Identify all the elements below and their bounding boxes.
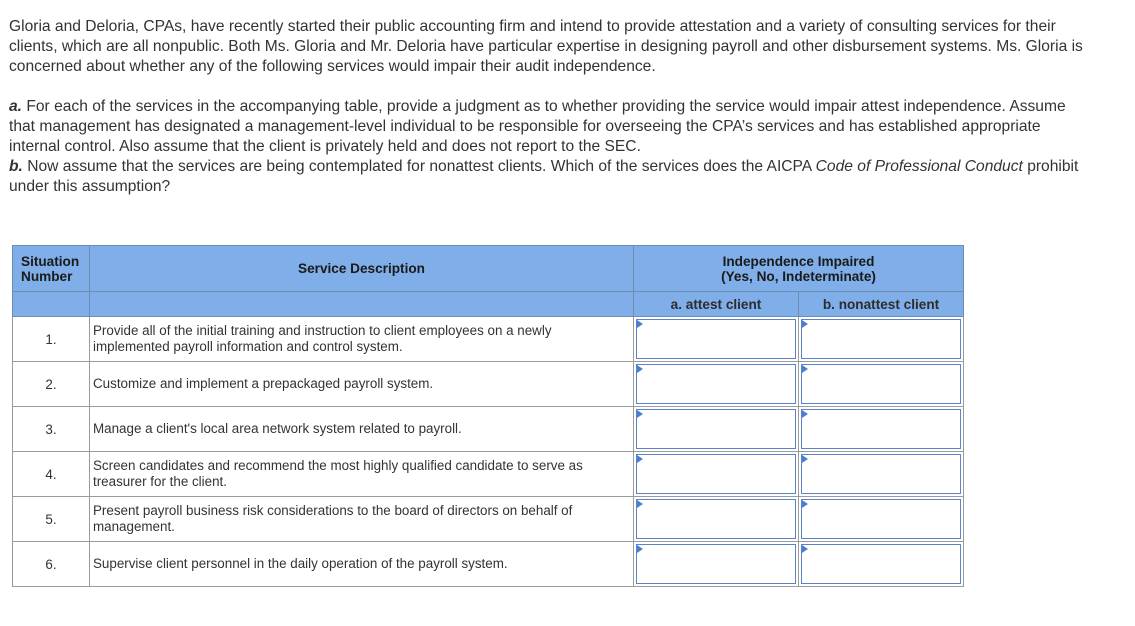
header-independence xyxy=(634,246,964,292)
part-a-text: For each of the services in the accompanying table, provide a judgment as to whether providing the service would impair attest independence. Assume that management has designated a management-level individual to be responsible for overseeing the CPA’s services and has established appropriate internal control. Also assume that the client is privately held and does not report to the SEC. xyxy=(9,98,1066,155)
part-a-instructions xyxy=(9,97,1089,157)
attest-dropdown[interactable] xyxy=(636,544,796,584)
situation-number: 1. xyxy=(13,317,90,362)
situation-number: 6. xyxy=(13,542,90,587)
dropdown-marker-icon xyxy=(802,545,808,553)
situation-number: 3. xyxy=(13,407,90,452)
part-b-instructions xyxy=(9,157,1089,197)
attest-cell xyxy=(634,362,799,407)
table-row xyxy=(13,407,964,452)
intro-paragraph: Gloria and Deloria, CPAs, have recently started their public accounting firm and intend to provide attestation and a variety of consulting services for their clients, which are all nonpublic. Both Ms. Gloria and Mr. Deloria have particular expertise in designing payroll and other disbursement systems. Ms. Gloria is concerned about whether any of the following services would impair their audit independence. xyxy=(9,18,1083,75)
nonattest-cell xyxy=(799,497,964,542)
attest-dropdown[interactable] xyxy=(636,454,796,494)
problem-statement xyxy=(9,17,1089,197)
part-a-label: a. xyxy=(9,98,23,115)
attest-cell xyxy=(634,317,799,362)
part-b-italic: Code of Professional Conduct xyxy=(815,158,1023,175)
situation-number: 4. xyxy=(13,452,90,497)
service-description: Provide all of the initial training and instruction to client employees on a newly implemented payroll information and control system. xyxy=(90,317,634,362)
table-row xyxy=(13,362,964,407)
header-description: Service Description xyxy=(90,246,634,292)
service-description: Present payroll business risk considerations to the board of directors on behalf of management. xyxy=(90,497,634,542)
nonattest-dropdown[interactable] xyxy=(801,544,961,584)
subheader-nonattest: b. nonattest client xyxy=(799,292,964,317)
dropdown-marker-icon xyxy=(637,455,643,463)
table-row xyxy=(13,452,964,497)
dropdown-marker-icon xyxy=(802,365,808,373)
attest-cell xyxy=(634,497,799,542)
dropdown-marker-icon xyxy=(637,500,643,508)
attest-dropdown[interactable] xyxy=(636,409,796,449)
nonattest-dropdown[interactable] xyxy=(801,319,961,359)
dropdown-marker-icon xyxy=(637,365,643,373)
dropdown-marker-icon xyxy=(802,500,808,508)
subheader-blank-1 xyxy=(13,292,90,317)
part-b-label: b. xyxy=(9,158,23,175)
attest-cell xyxy=(634,452,799,497)
nonattest-cell xyxy=(799,362,964,407)
nonattest-dropdown[interactable] xyxy=(801,454,961,494)
nonattest-cell xyxy=(799,317,964,362)
header-independence-line2: (Yes, No, Indeterminate) xyxy=(721,268,876,284)
subheader-blank-2 xyxy=(90,292,634,317)
attest-dropdown[interactable] xyxy=(636,364,796,404)
dropdown-marker-icon xyxy=(637,410,643,418)
nonattest-cell xyxy=(799,452,964,497)
dropdown-marker-icon xyxy=(802,455,808,463)
service-description: Manage a client's local area network system related to payroll. xyxy=(90,407,634,452)
table-row xyxy=(13,317,964,362)
situation-number: 2. xyxy=(13,362,90,407)
table-row xyxy=(13,542,964,587)
table-row xyxy=(13,497,964,542)
nonattest-cell xyxy=(799,407,964,452)
attest-dropdown[interactable] xyxy=(636,499,796,539)
service-description: Screen candidates and recommend the most highly qualified candidate to serve as treasurer for the client. xyxy=(90,452,634,497)
service-description: Customize and implement a prepackaged payroll system. xyxy=(90,362,634,407)
attest-cell xyxy=(634,407,799,452)
header-situation: Situation Number xyxy=(13,246,90,292)
service-description: Supervise client personnel in the daily operation of the payroll system. xyxy=(90,542,634,587)
attest-dropdown[interactable] xyxy=(636,319,796,359)
attest-cell xyxy=(634,542,799,587)
part-b-text-2: prohibit under this assumption? xyxy=(9,158,1079,195)
part-b-text-1: Now assume that the services are being contemplated for nonattest clients. Which of the services does the AICPA xyxy=(22,158,816,175)
nonattest-dropdown[interactable] xyxy=(801,364,961,404)
nonattest-dropdown[interactable] xyxy=(801,409,961,449)
services-table xyxy=(12,245,964,587)
subheader-attest: a. attest client xyxy=(634,292,799,317)
nonattest-dropdown[interactable] xyxy=(801,499,961,539)
dropdown-marker-icon xyxy=(802,410,808,418)
dropdown-marker-icon xyxy=(637,320,643,328)
nonattest-cell xyxy=(799,542,964,587)
situation-number: 5. xyxy=(13,497,90,542)
dropdown-marker-icon xyxy=(802,320,808,328)
dropdown-marker-icon xyxy=(637,545,643,553)
header-independence-line1: Independence Impaired xyxy=(722,253,875,269)
